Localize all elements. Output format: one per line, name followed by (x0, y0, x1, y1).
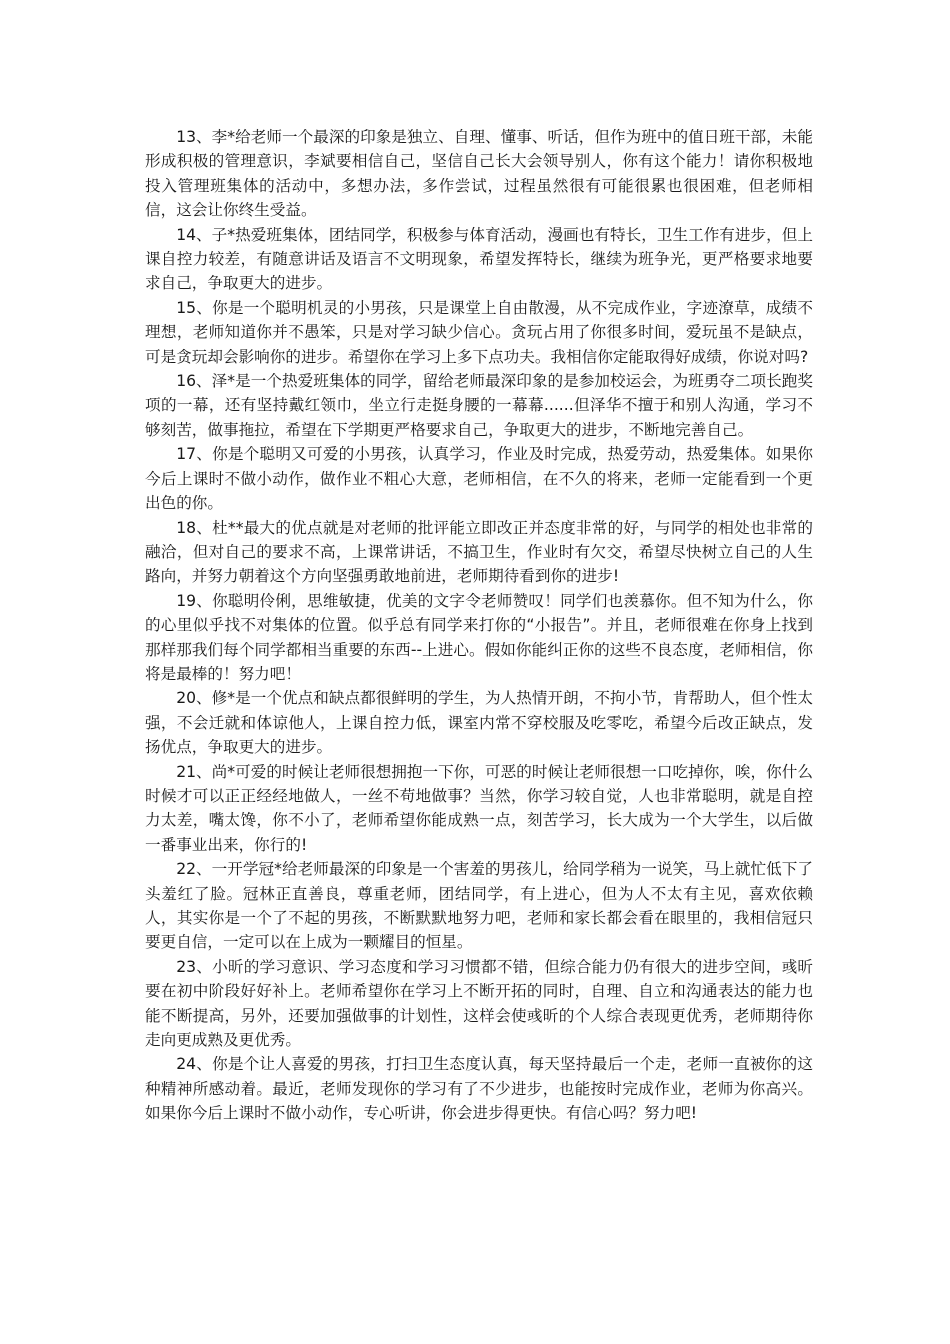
comment-paragraph-22: 22、一开学冠*给老师最深的印象是一个害羞的男孩儿，给同学稍为一说笑，马上就忙低下了头羞红了脸。冠林正直善良，尊重老师，团结同学，有上进心，但为人不太有主见，喜欢依赖人，其实你是一个了不起的男孩，不断默默地努力吧，老师和家长都会看在眼里的，我相信冠只要更自信，一定可以在上成为一颗耀目的恒星。 (145, 860, 813, 952)
comment-paragraph-23: 23、小昕的学习意识、学习态度和学习习惯都不错，但综合能力仍有很大的进步空间，彧昕要在初中阶段好好补上。老师希望你在学习上不断开拓的同时，自理、自立和沟通表达的能力也能不断提高，另外，还要加强做事的计划性，这样会使彧昕的个人综合表现更优秀，老师期待你走向更成熟及更优秀。 (145, 957, 813, 1050)
comment-paragraph-14: 14、子*热爱班集体，团结同学，积极参与体育活动，漫画也有特长，卫生工作有进步，但上课自控力较差，有随意讲话及语言不文明现象，希望发挥特长，继续为班争光，更严格要求地要求自己，争取更大的进步。 (145, 225, 813, 293)
comment-paragraph-24: 24、你是个让人喜爱的男孩，打扫卫生态度认真，每天坚持最后一个走，老师一直被你的这种精神所感动着。最近，老师发现你的学习有了不少进步，也能按时完成作业，老师为你高兴。如果你今后上课时不做小动作，专心听讲，你会进步得更快。有信心吗？努力吧! (145, 1055, 813, 1123)
comment-paragraph-19: 19、你聪明伶俐，思维敏捷，优美的文字令老师赞叹！同学们也羡慕你。但不知为什么，你的心里似乎找不对集体的位置。似乎总有同学来打你的“小报告”。并且，老师很难在你身上找到那样那我们每个同学都相当重要的东西--上进心。假如你能纠正你的这些不良态度，老师相信，你将是最棒的！努力吧！ (145, 591, 813, 683)
document-body (145, 125, 813, 1126)
comment-paragraph-20: 20、修*是一个优点和缺点都很鲜明的学生，为人热情开朗，不拘小节，肯帮助人，但个性太强，不会迁就和体谅他人，上课自控力低，课室内常不穿校服及吃零吃，希望今后改正缺点，发扬优点，争取更大的进步。 (145, 689, 813, 757)
comment-paragraph-17: 17、你是个聪明又可爱的小男孩，认真学习，作业及时完成，热爱劳动，热爱集体。如果你今后上课时不做小动作，做作业不粗心大意，老师相信，在不久的将来，老师一定能看到一个更出色的你。 (145, 445, 813, 513)
comment-paragraph-18: 18、杜**最大的优点就是对老师的批评能立即改正并态度非常的好，与同学的相处也非常的融洽，但对自己的要求不高，上课常讲话，不搞卫生，作业时有欠交，希望尽快树立自己的人生路向，并努力朝着这个方向坚强勇敢地前进，老师期待看到你的进步! (145, 518, 813, 586)
comment-paragraph-21: 21、尚*可爱的时候让老师很想拥抱一下你，可恶的时候让老师很想一口吃掉你，唉，你什么时候才可以正正经经地做人，一丝不苟地做事？当然，你学习较自觉，人也非常聪明，就是自控力太差，嘴太馋，你不小了，老师希望你能成熟一点，刻苦学习，长大成为一个大学生，以后做一番事业出来，你行的! (145, 762, 813, 854)
comment-paragraph-13: 13、李*给老师一个最深的印象是独立、自理、懂事、听话，但作为班中的值日班干部，未能形成积极的管理意识，李斌要相信自己，坚信自己长大会领导别人，你有这个能力！请你积极地投入管理班集体的活动中，多想办法，多作尝试，过程虽然很有可能很累也很困难，但老师相信，这会让你终生受益。 (145, 128, 813, 220)
comment-paragraph-16: 16、泽*是一个热爱班集体的同学，留给老师最深印象的是参加校运会，为班勇夺二项长跑奖项的一幕，还有坚持戴红领巾，坐立行走挺身腰的一幕幕......但泽华不擅于和别人沟通，学习不够刻苦，做事拖拉，希望在下学期更严格要求自己，争取更大的进步，不断地完善自己。 (145, 372, 813, 439)
comment-paragraph-15: 15、你是一个聪明机灵的小男孩，只是课堂上自由散漫，从不完成作业，字迹潦草，成绩不理想，老师知道你并不愚笨，只是对学习缺少信心。贪玩占用了你很多时间，爱玩虽不是缺点，可是贪玩却会影响你的进步。希望你在学习上多下点功夫。我相信你定能取得好成绩，你说对吗? (145, 298, 813, 366)
